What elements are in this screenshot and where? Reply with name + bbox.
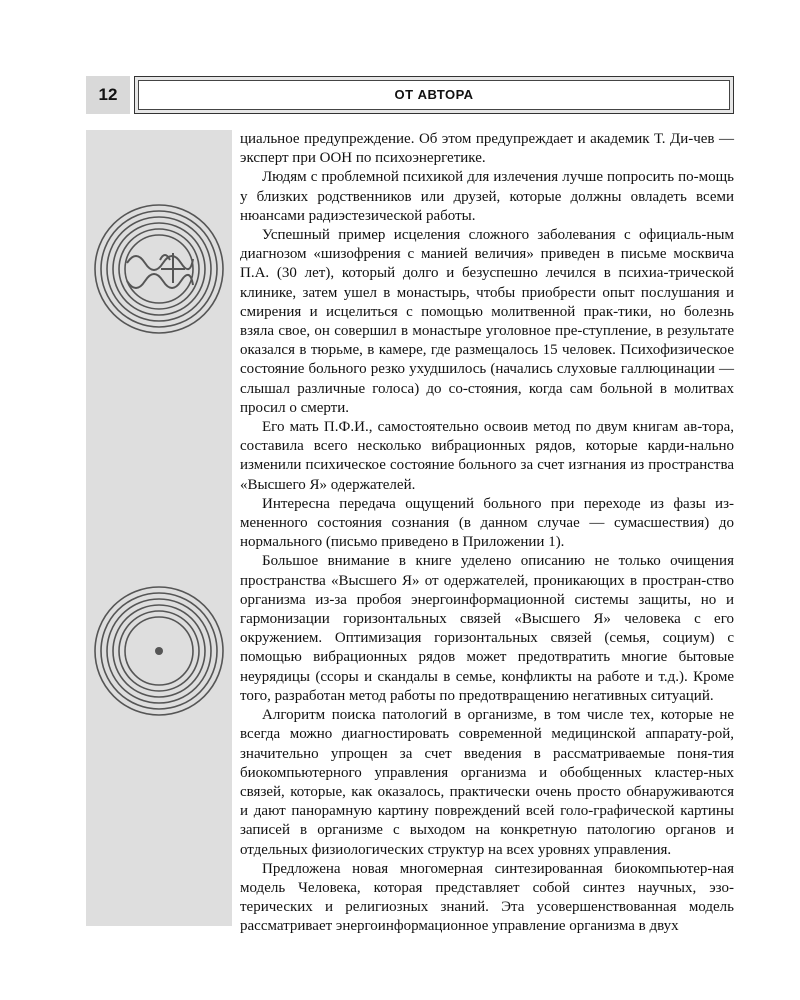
paragraph: Интересна передача ощущений больного при переходе из фазы из-мененного состояния сознания (в данном случае — сумасшествия) до нормального (письмо приведено в Приложении 1). [240,495,734,551]
paragraph: Предложена новая многомерная синтезированная биокомпьютер-ная модель Человека, которая представляет собой синтез научных, эзо-терических и религиозных знаний. Эта усовершенствованная модель рассматривает энергоинформационное управление организма в двух [240,860,734,935]
circle-wave-cross-icon [93,203,225,335]
paragraph: Его мать П.Ф.И., самостоятельно освоив метод по двум книгам ав-тора, составила всего несколько вибрационных рядов, которые карди-нально изменили психическое состояние больного за счет изгнания из пространства «Высшего Я» одержателей. [240,419,734,493]
paragraph: Алгоритм поиска патологий в организме, в том числе тех, которые не всегда можно диагностировать современной медицинской аппарату-рой, значительно упрощен за счет введения в рассматриваемые поня-тия биокомпьютерного управления организма и обобщенных кластер-ных связей, которые, как оказалось, практически очень просто обнаруживаются и дают панорамную картину повреждений всей голо-графической картины записей в организме с выходом на конкретную патологию органов и отдельных физиологических структур на всех уровнях управления. [240,707,734,858]
paragraph: Успешный пример исцеления сложного заболевания с официаль-ным диагнозом «шизофрения с манией величия» приведен в письме москвича П.А. (30 лет), который долго и безуспешно лечился в психиа-трической клинике, затем ушел в монастырь, чтобы приобрести опыт послушания и смирения и исцелиться с помощью молитвенной прак-тики, но болезнь взяла свое, он совершил в монастыре уголовное пре-ступление, в результате оказался в тюрьме, в камере, где размещалось 15 человек. Психофизическое состояние больного резко ухудшилось (начались слуховые галлюцинации — слышал различные голоса) до со-стояния, когда сам больной в молитвах просил о смерти. [240,227,734,416]
running-title-frame [134,76,734,114]
margin-sidebar [86,130,232,926]
paragraph: Большое внимание в книге уделено описанию не только очищения пространства «Высшего Я» от одержателей, проникающих в простран-ство организма из-за пробоя энергоинформационной системы защиты, но и гармонизации горизонтальных связей «Высшего Я» человека с его окружением. Оптимизация горизонтальных связей (семья, социум) с помощью вибрационных рядов может предотвратить многие бытовые неурядицы (ссоры и скандалы в семье, конфликты на работе и т.д.). Кроме того, разработан метод работы по предотвращению негативных ситуаций. [240,553,734,704]
paragraph: циальное предупреждение. Об этом предупреждает и академик Т. Ди-чев — эксперт при ООН по психоэнергетике. [240,131,734,167]
page-header [86,76,734,114]
circle-dot-icon [93,585,225,717]
page-number: 12 [86,76,130,114]
paragraph: Людям с проблемной психикой для излечения лучше попросить по-мощь у близких родственников или друзей, которые должны овладеть всеми нюансами радиэстезической работы. [240,169,734,224]
body-text [240,130,734,937]
running-title: ОТ АВТОРА [138,80,730,110]
